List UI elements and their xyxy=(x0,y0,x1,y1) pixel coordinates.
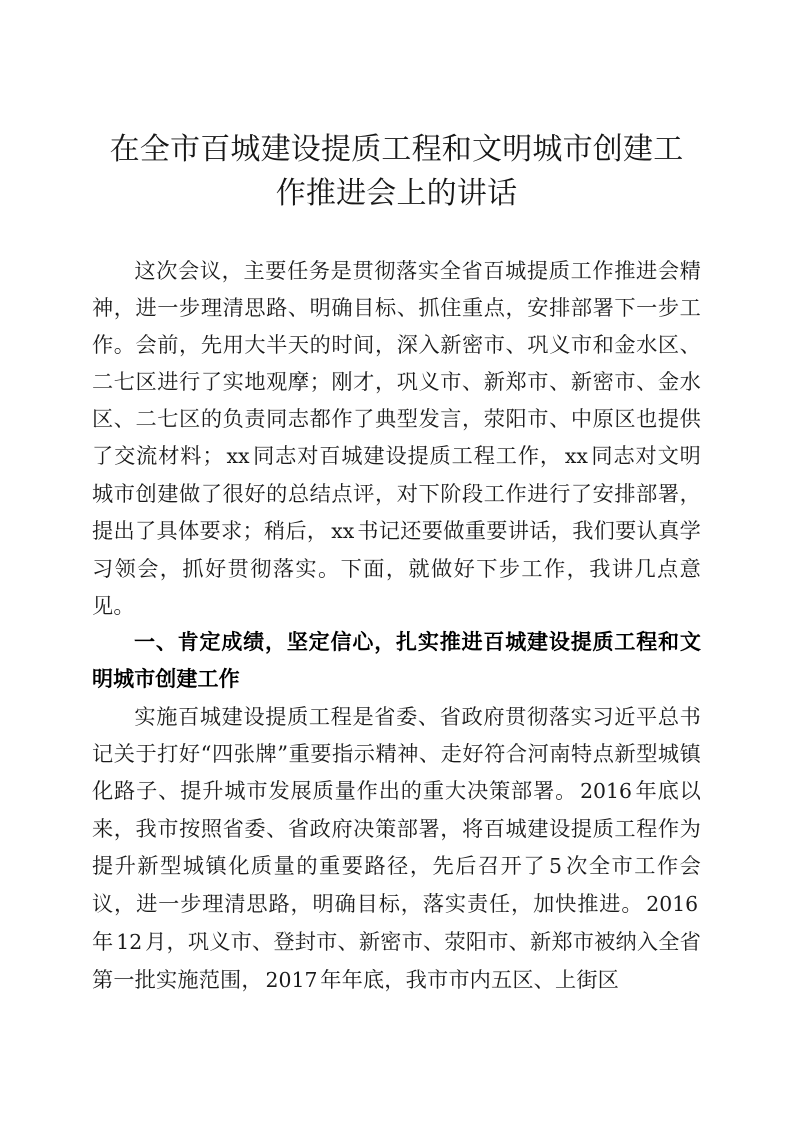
inline-latin-run: 2017 xyxy=(265,968,318,992)
inline-latin-run: xx xyxy=(226,444,250,468)
paragraph-implementation-background: 实施百城建设提质工程是省委、省政府贯彻落实习近平总书记关于打好“四张牌”重要指示精神、走好符合河南特点新型城镇化路子、提升城市发展质量作出的重大决策部署。 2016 年底以来，我市按照省委、省政府决策部署，将百城建设提质工程作为提升新型城镇化质量的重要路径，先后召开了 5 次全市工作会议，进一步理清思路，明确目标，落实责任，加快推进。 2016年 12 月，巩义市、登封市、新密市、荥阳市、新郑市被纳入全省第一批实施范围， 2017 年年底，我市市内五区、上街区 xyxy=(92,704,701,992)
title-spacer xyxy=(92,216,701,252)
document-title: 在全市百城建设提质工程和文明城市创建工作推进会上的讲话 xyxy=(109,132,684,211)
inline-latin-run: 12 xyxy=(116,930,143,954)
inline-latin-run: 2016 xyxy=(646,892,699,916)
paragraph-meeting-overview: 这次会议，主要任务是贯彻落实全省百城提质工作推进会精神，进一步理清思路、明确目标、抓住重点，安排部署下一步工作。会前，先用大半天的时间，深入新密市、巩义市和金水区、二七区进行了实地观摩；刚才，巩义市、新郑市、新密市、金水区、二七区的负责同志都作了典型发言，荥阳市、中原区也提供了交流材料； xx 同志对百城建设提质工程工作， xx 同志对文明城市创建做了很好的总结点评，对下阶段工作进行了安排部署，提出了具体要求；稍后， xx 书记还要做重要讲话，我们要认真学习领会，抓好贯彻落实。下面，就做好下步工作，我讲几点意见。 xyxy=(92,258,701,618)
document-body xyxy=(92,128,701,999)
inline-latin-run: 5 xyxy=(548,854,562,878)
inline-latin-run: xx xyxy=(331,519,355,543)
heading-section-one: 一、肯定成绩，坚定信心，扎实推进百城建设提质工程和文明城市创建工作 xyxy=(92,630,701,691)
inline-latin-run: 2016 xyxy=(580,779,632,803)
inline-latin-run: xx xyxy=(564,444,588,468)
